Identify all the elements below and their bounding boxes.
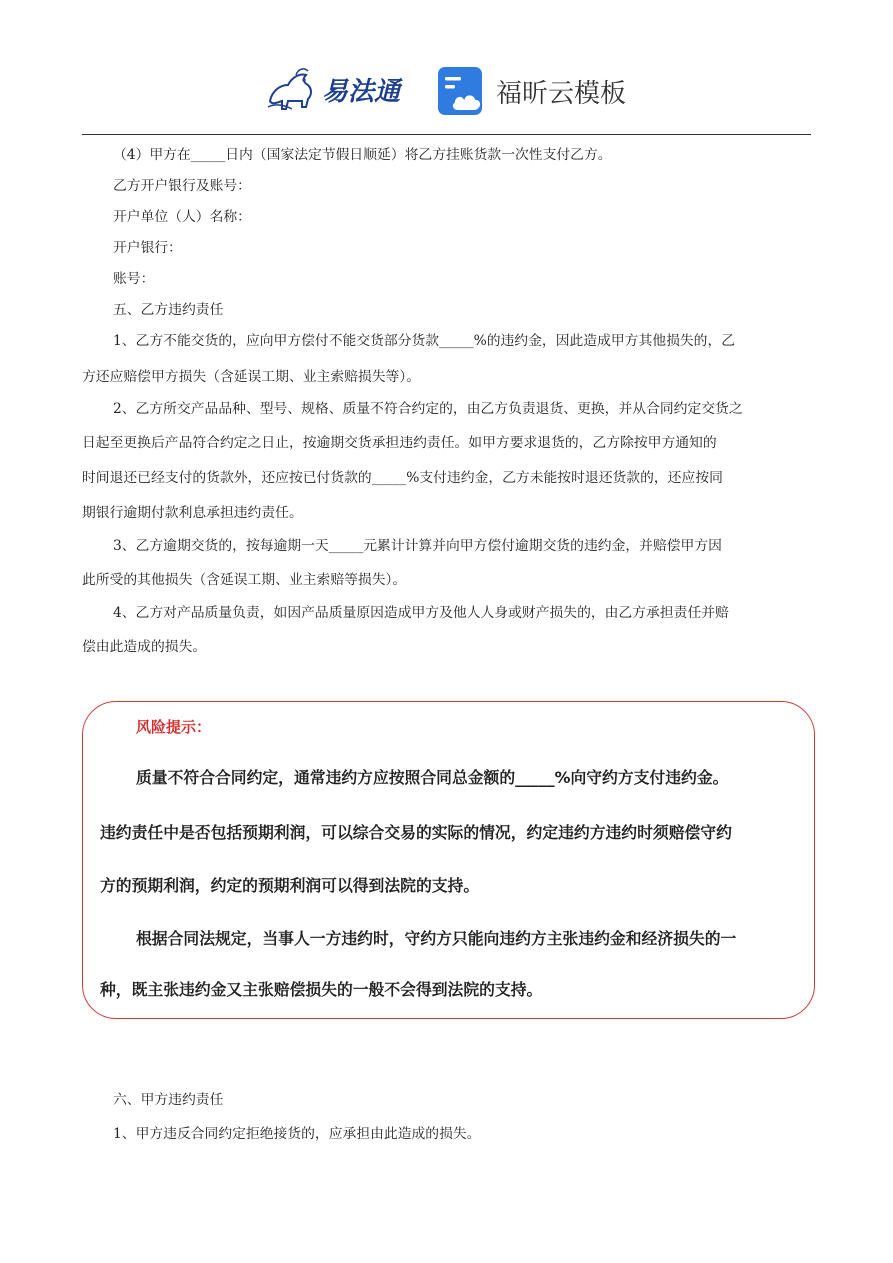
clause-3-line-2: 此所受的其他损失（含延误工期、业主索赔等损失）。 (82, 572, 407, 588)
risk-notice-title: 风险提示： (136, 718, 212, 736)
document-cloud-icon (436, 65, 488, 117)
account-number-label: 账号： (113, 271, 155, 287)
section-heading-buyer-liability: 六、甲方违约责任 (113, 1092, 224, 1108)
risk-notice-line-1: 质量不符合合同约定，通常违约方应按照合同总金额的_____%向守约方支付违约金。 (136, 768, 729, 787)
clause-2-line-4: 期银行逾期付款利息承担违约责任。 (82, 505, 303, 521)
bank-account-label: 乙方开户银行及账号： (113, 178, 251, 194)
clause-3-line-1: 3、乙方逾期交货的，按每逾期一天_____元累计计算并向甲方偿付逾期交货的违约金，并赔偿甲方因 (113, 538, 722, 554)
yifatong-logo (262, 63, 412, 113)
foxit-template-logo-text: 福昕云模板 (496, 79, 627, 109)
clause-1-line-1: 1、乙方不能交货的，应向甲方偿付不能交货部分货款_____%的违约金，因此造成甲方其他损失的，乙 (113, 333, 736, 349)
clause-2-line-1: 2、乙方所交产品品种、型号、规格、质量不符合约定的，由乙方负责退货、更换，并从合同约定交货之 (113, 401, 743, 417)
clause-1-line-2: 方还应赔偿甲方损失（含延误工期、业主索赔损失等）。 (82, 369, 421, 385)
buyer-clause-1: 1、甲方违反合同约定拒绝接货的，应承担由此造成的损失。 (113, 1126, 481, 1142)
risk-notice-line-5: 种，既主张违约金又主张赔偿损失的一般不会得到法院的支持。 (100, 980, 543, 999)
section-heading-seller-liability: 五、乙方违约责任 (113, 302, 224, 318)
yifatong-logo-text: 易法通 (322, 77, 401, 107)
page-header (0, 55, 893, 125)
qilin-icon (262, 63, 320, 113)
clause-4-line-1: 4、乙方对产品质量负责，如因产品质量原因造成甲方及他人人身或财产损失的，由乙方承担责任并赔 (113, 605, 729, 621)
foxit-template-logo (436, 65, 636, 115)
clause-2-line-2: 日起至更换后产品符合约定之日止，按逾期交货承担违约责任。如甲方要求退货的，乙方除按甲方通知的 (82, 435, 717, 451)
clause-2-line-3: 时间退还已经支付的货款外，还应按已付货款的_____%支付违约金，乙方未能按时退还货款的，还应按同 (82, 470, 723, 486)
header-divider (82, 134, 811, 135)
account-holder-label: 开户单位（人）名称： (113, 209, 251, 225)
clause-4-line-2: 偿由此造成的损失。 (82, 639, 207, 655)
risk-notice-box (82, 701, 815, 1019)
risk-notice-line-3: 方的预期利润，约定的预期利润可以得到法院的支持。 (100, 876, 480, 895)
payment-term-paragraph: （4）甲方在_____日内（国家法定节假日顺延）将乙方挂账货款一次性支付乙方。 (113, 147, 612, 163)
risk-notice-line-4: 根据合同法规定，当事人一方违约时，守约方只能向违约方主张违约金和经济损失的一 (136, 929, 737, 948)
bank-name-label: 开户银行： (113, 240, 182, 256)
risk-notice-line-2: 违约责任中是否包括预期利润，可以综合交易的实际的情况，约定违约方违约时须赔偿守约 (100, 823, 732, 842)
